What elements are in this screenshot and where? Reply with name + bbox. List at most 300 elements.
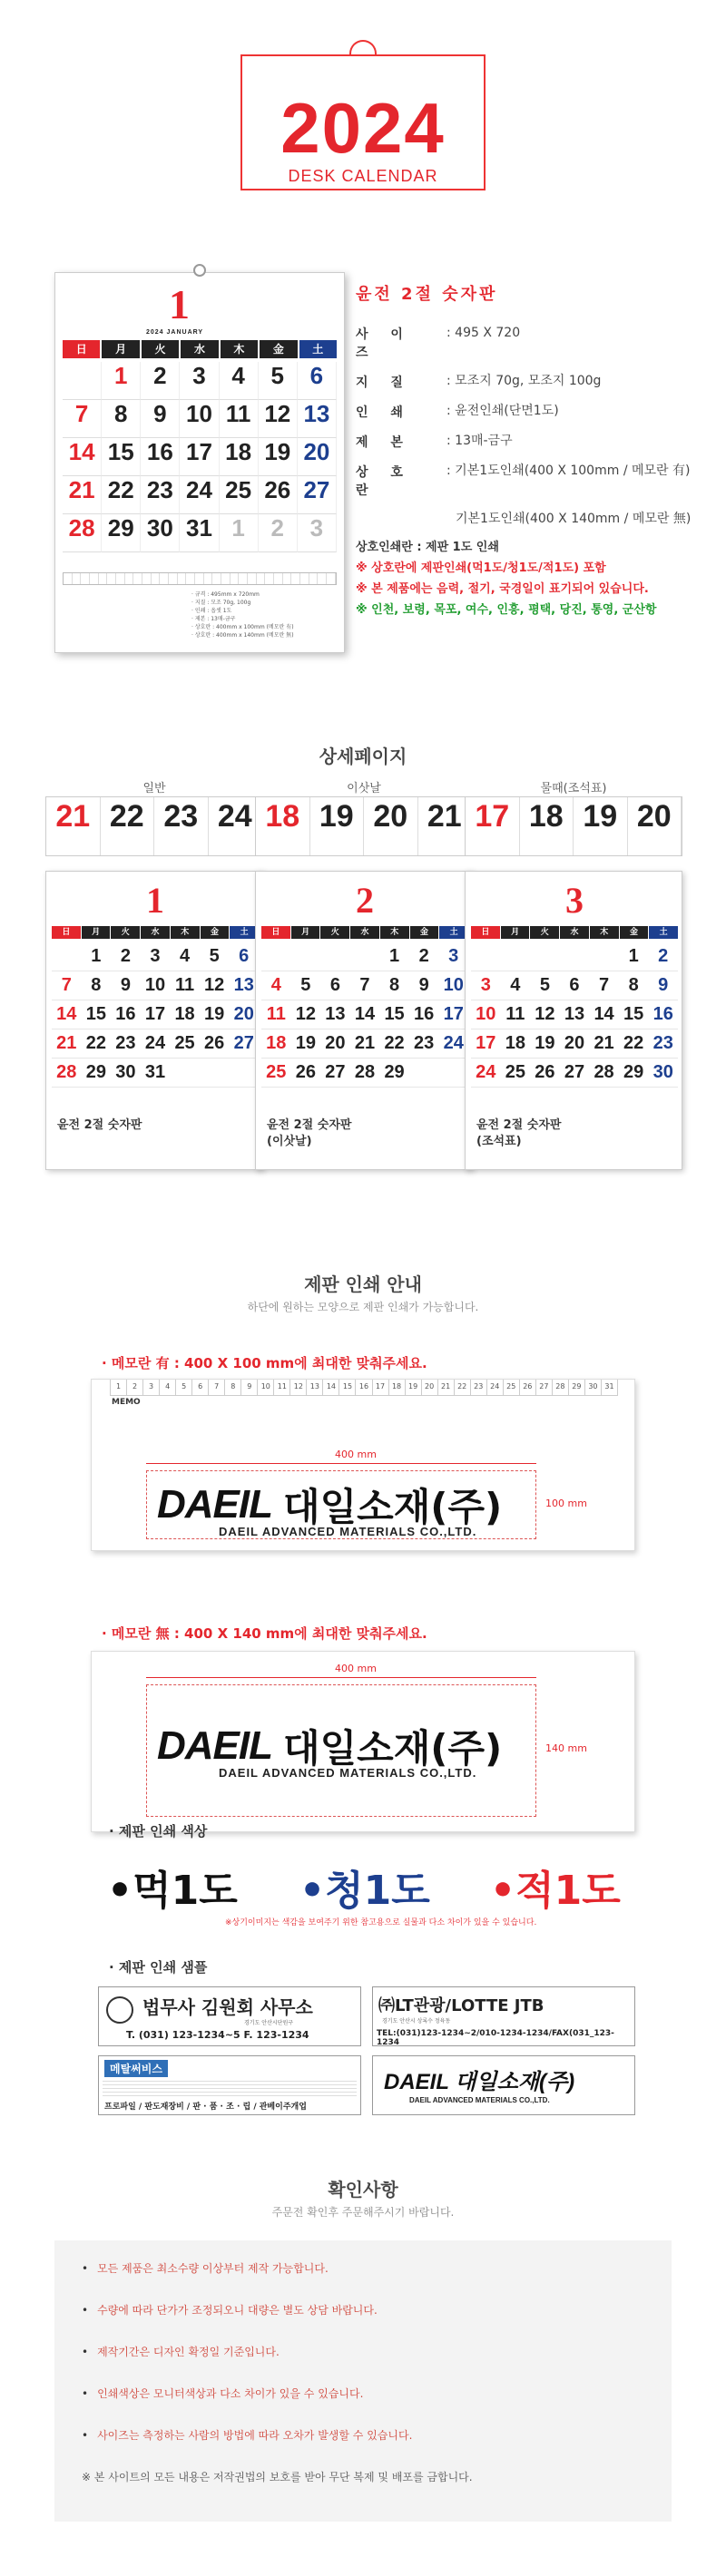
variant-day: 19: [291, 1029, 321, 1059]
variant-day: [291, 942, 321, 971]
calendar-info-line: · 인쇄 : 옵셋 1도: [191, 608, 232, 614]
variant-caption: 윤전 2절 숫자판: [57, 1118, 142, 1132]
variant-dow-cell: 月: [291, 926, 320, 939]
variant-dow-cell: 土: [649, 926, 678, 939]
header: [0, 0, 726, 236]
calendar-info-line: · 상호란 : 400mm x 140mm (메모란 無): [191, 632, 294, 639]
memo-yes-box: [91, 1379, 635, 1551]
sample-metal-name: 메탈써비스: [104, 2060, 168, 2077]
sample-daeil-english: DAEIL ADVANCED MATERIALS CO.,LTD.: [409, 2096, 550, 2104]
confirm-text: 사이즈는 측정하는 사람의 방법에 따라 오차가 발생할 수 있습니다.: [97, 2429, 413, 2442]
variant-day: 8: [619, 971, 649, 1000]
day-cell: [102, 438, 141, 476]
logo-english-no-memo: DAEIL ADVANCED MATERIALS CO.,LTD.: [219, 1766, 477, 1780]
day-cell: [180, 362, 219, 400]
day-number: 4: [231, 362, 245, 389]
memo-cell: [221, 573, 231, 584]
width-dimension: 400 mm: [335, 1449, 377, 1460]
confirm-item: [82, 2386, 363, 2401]
sample-daeil-name: DAEIL 대일소재(주): [384, 2070, 575, 2094]
day-cell: [102, 400, 141, 438]
strip-day-number: 17: [475, 799, 510, 834]
variant-calendar: [465, 871, 682, 1170]
variant-day: 27: [320, 1059, 350, 1088]
company-logo: [157, 1478, 502, 1532]
variant-day: 29: [619, 1059, 649, 1088]
day-cell: [298, 362, 337, 400]
strip-day-number: 22: [109, 799, 144, 834]
spec-row-extra: 기본1도인쇄(400 X 140mm / 메모란 無): [456, 512, 692, 526]
spec-value: : 윤전인쇄(단면1도): [446, 404, 559, 418]
dow-cell: 月: [102, 340, 139, 358]
ink-note: ※상기이미지는 색감을 보여주기 위한 참고용으로 실물과 다소 차이가 있을 수 있습니다.: [225, 1918, 537, 1927]
variant-dow-cell: 木: [171, 926, 200, 939]
day-number: 11: [225, 400, 251, 427]
variant-dow-cell: 土: [439, 926, 468, 939]
dow-cell: 金: [260, 340, 297, 358]
variant-dow-row: [52, 926, 259, 939]
confirm-title: 확인사항: [328, 2179, 398, 2200]
variant-day: 21: [589, 1029, 619, 1059]
memo-cell: [99, 573, 108, 584]
variant-day: 16: [648, 1000, 678, 1029]
spec-key: 제 본: [356, 435, 412, 450]
variant-day: 5: [200, 942, 230, 971]
memo-cell: [107, 573, 116, 584]
spec-row: [356, 403, 719, 421]
calendar-month-number: 1: [169, 281, 190, 327]
day-of-week-row: [63, 340, 337, 358]
variant-dow-cell: 月: [82, 926, 111, 939]
ruler-cell: 19: [406, 1380, 422, 1395]
memo-cell: [257, 573, 266, 584]
variant-day: 29: [379, 1059, 409, 1088]
day-number: 23: [146, 476, 173, 503]
memo-cell: [73, 573, 82, 584]
day-cell: [259, 400, 298, 438]
variant-day: 12: [200, 971, 230, 1000]
memo-cell: [90, 573, 99, 584]
variant-day: 6: [560, 971, 590, 1000]
variant-day: 10: [471, 1000, 501, 1029]
dow-cell: 水: [181, 340, 218, 358]
sample-travel-tel: TEL:(031)123-1234~2/010-1234-1234/FAX(031_123-1234: [377, 2029, 614, 2047]
width-dimension-line: [146, 1463, 536, 1464]
strip-day: [520, 797, 574, 855]
variant-day: 1: [619, 942, 649, 971]
day-cell: [102, 514, 141, 552]
variant-grid: [261, 942, 468, 1088]
variant-day: [471, 942, 501, 971]
variant-label: 일반: [142, 782, 166, 795]
variant-day: 14: [52, 1000, 82, 1029]
variant-day: [409, 1059, 439, 1088]
variant-label: 이삿날: [347, 782, 381, 795]
day-cell: [102, 362, 141, 400]
variant-day: 4: [501, 971, 531, 1000]
height-dimension-100: 100 mm: [545, 1498, 587, 1509]
variant-day: 8: [82, 971, 112, 1000]
spec-row: [356, 373, 719, 391]
day-number: 17: [186, 438, 212, 465]
variant-day: 16: [409, 1000, 439, 1029]
spec-note-lunar: ※ 본 제품에는 음력, 절기, 국경일이 표기되어 있습니다.: [356, 582, 649, 596]
spec-key: 지 질: [356, 376, 412, 390]
variant-day: 2: [409, 942, 439, 971]
dow-cell: 火: [142, 340, 179, 358]
ruler-cell: 15: [339, 1380, 356, 1395]
ruler-cell: 27: [536, 1380, 553, 1395]
spec-value: : 모조지 70g, 모조지 100g: [446, 374, 602, 388]
spec-value: : 13매-금구: [446, 434, 513, 448]
memo-cell: [300, 573, 309, 584]
variant-day: 26: [291, 1059, 321, 1088]
day-number: 14: [68, 438, 95, 465]
memo-cell: [248, 573, 257, 584]
variant-day: 9: [409, 971, 439, 1000]
variant-day: 3: [438, 942, 468, 971]
spec-key: 인 쇄: [356, 405, 412, 420]
sample-metal: [98, 2055, 361, 2115]
day-cell: [298, 476, 337, 514]
strip-day: [574, 797, 628, 855]
ruler-cell: 30: [585, 1380, 602, 1395]
variant-day: 15: [379, 1000, 409, 1029]
confirm-text: 모든 제품은 최소수량 이상부터 제작 가능합니다.: [97, 2262, 329, 2275]
memo-ruler: [110, 1380, 618, 1396]
memo-cell: [133, 573, 142, 584]
variant-day: 21: [350, 1029, 380, 1059]
variant-day: [52, 942, 82, 971]
variant-dow-cell: 土: [230, 926, 259, 939]
strip-day: [46, 797, 101, 855]
day-cell: [298, 514, 337, 552]
ruler-cell: 3: [143, 1380, 160, 1395]
spec-note-ports: ※ 인천, 보령, 목포, 여수, 인흥, 평택, 당진, 통영, 군산항: [356, 603, 657, 617]
memo-cell: [64, 573, 73, 584]
memo-strip: [63, 572, 337, 585]
day-number: 3: [309, 514, 324, 542]
ruler-cell: 31: [602, 1380, 618, 1395]
variant-day: 13: [229, 971, 259, 1000]
ruler-cell: 2: [127, 1380, 143, 1395]
spec-row: [356, 433, 719, 451]
sample-metal-body: [103, 2078, 357, 2098]
day-number: 30: [146, 514, 173, 542]
confirm-subtitle: 주문전 확인후 주문해주시기 바랍니다.: [271, 2206, 455, 2219]
day-number: 5: [270, 362, 284, 389]
spec-key: 상 호 란: [356, 465, 412, 498]
confirm-item: [82, 2302, 378, 2317]
variant-day: 22: [82, 1029, 112, 1059]
strip-day: [364, 797, 418, 855]
strip-day-number: 18: [265, 799, 300, 834]
dow-cell: 木: [221, 340, 258, 358]
ruler-cell: 26: [520, 1380, 536, 1395]
variant-day: [350, 942, 380, 971]
memo-cell: [231, 573, 240, 584]
day-number: 9: [153, 400, 167, 427]
calendar-preview: [54, 272, 345, 653]
ruler-cell: 10: [258, 1380, 274, 1395]
variant-day: 24: [471, 1059, 501, 1088]
variant-day: [200, 1059, 230, 1088]
variant-day: 24: [141, 1029, 171, 1059]
variant-day: 5: [291, 971, 321, 1000]
emblem-icon: [106, 1996, 133, 2024]
variant-day: 25: [501, 1059, 531, 1088]
day-number: 1: [231, 514, 245, 542]
variant-dow-cell: 日: [261, 926, 290, 939]
day-cell: [259, 476, 298, 514]
day-number: 10: [186, 400, 212, 427]
width-dimension-line-no-memo: [146, 1677, 536, 1678]
ink-blue: •청1도: [299, 1868, 430, 1914]
variant-day: [560, 942, 590, 971]
strip-day: [310, 797, 365, 855]
variant-day: 17: [471, 1029, 501, 1059]
strip-day-number: 20: [636, 799, 672, 834]
day-cell: [180, 476, 219, 514]
ruler-cell: 4: [160, 1380, 176, 1395]
variant-day: 28: [589, 1059, 619, 1088]
variant-day: 4: [261, 971, 291, 1000]
variant-dow-cell: 金: [620, 926, 649, 939]
header-subtitle: DESK CALENDAR: [288, 167, 438, 185]
variant-grid: [471, 942, 678, 1088]
variant-day: 10: [141, 971, 171, 1000]
confirm-item: [82, 2469, 473, 2484]
variant-day: 19: [200, 1000, 230, 1029]
variant-day: 4: [170, 942, 200, 971]
day-cell: [63, 438, 102, 476]
calendar-grid: [63, 362, 337, 552]
day-cell: [220, 362, 259, 400]
variant-dow-cell: 木: [590, 926, 619, 939]
sample-travel-name: ㈜LT관광/LOTTE JTB: [378, 1996, 544, 2015]
ink-colors-title: · 제판 인쇄 색상: [109, 1823, 208, 1839]
variant-label: 물때(조석표): [540, 782, 607, 795]
day-number: 24: [186, 476, 212, 503]
memo-cell: [152, 573, 161, 584]
calendar-month-name: 2024 JANUARY: [146, 329, 204, 336]
day-cell: [141, 476, 180, 514]
ruler-cell: 14: [323, 1380, 339, 1395]
variant-dow-cell: 金: [201, 926, 230, 939]
sample-travel: [372, 1986, 635, 2046]
variant-dow-cell: 火: [530, 926, 559, 939]
hanging-ring-icon: [193, 264, 206, 277]
samples-title: · 제판 인쇄 샘플: [109, 1959, 208, 1976]
logo-korean-no-memo: 대일소재(주): [283, 1726, 503, 1771]
variant-day: 13: [320, 1000, 350, 1029]
day-number: 13: [303, 400, 330, 427]
variant-day: 30: [648, 1059, 678, 1088]
variant-day: 9: [648, 971, 678, 1000]
variant-day: 11: [501, 1000, 531, 1029]
variant-day: [261, 942, 291, 971]
spec-panel: [356, 281, 719, 619]
company-logo-no-memo: [157, 1719, 502, 1773]
ruler-cell: 20: [422, 1380, 438, 1395]
variant-day: 7: [52, 971, 82, 1000]
ruler-cell: 5: [176, 1380, 192, 1395]
logo-english: DAEIL ADVANCED MATERIALS CO.,LTD.: [219, 1525, 477, 1538]
variant-day: 27: [560, 1059, 590, 1088]
day-cell: [63, 400, 102, 438]
day-number: 25: [225, 476, 252, 503]
ruler-cell: 21: [438, 1380, 455, 1395]
bullet-icon: •: [82, 2429, 89, 2442]
day-cell: [298, 400, 337, 438]
variant-day: 16: [111, 1000, 141, 1029]
strip-day-number: 19: [583, 799, 618, 834]
variant-dow-cell: 金: [410, 926, 439, 939]
logo-mark: DAEIL: [157, 1482, 272, 1527]
sample-law-address: 경기도 안산시단원구: [244, 2020, 294, 2026]
variant-dow-cell: 木: [380, 926, 409, 939]
memo-cell: [160, 573, 169, 584]
ruler-cell: 17: [373, 1380, 389, 1395]
day-number: 21: [68, 476, 95, 503]
day-cell: [259, 362, 298, 400]
strip-day-number: 20: [373, 799, 408, 834]
day-number: 31: [186, 514, 212, 542]
day-number: 27: [303, 476, 330, 503]
strip-day: [628, 797, 682, 855]
variant-day: 24: [438, 1029, 468, 1059]
variant-day: 18: [170, 1000, 200, 1029]
variant-dow-cell: 火: [111, 926, 140, 939]
ink-black: •먹1도: [107, 1868, 238, 1914]
variant-day: 30: [111, 1059, 141, 1088]
variant-calendar: [45, 871, 263, 1170]
day-cell: [141, 400, 180, 438]
variant-day: 12: [291, 1000, 321, 1029]
memo-cell: [283, 573, 292, 584]
memo-cell: [81, 573, 90, 584]
variant-day: 3: [141, 942, 171, 971]
calendar-info: [191, 590, 337, 639]
variant-day: [170, 1059, 200, 1088]
width-dimension-no-memo: 400 mm: [335, 1663, 377, 1674]
ruler-cell: 8: [225, 1380, 241, 1395]
day-number: 15: [107, 438, 134, 465]
variant-day: 3: [471, 971, 501, 1000]
day-number: 2: [153, 362, 167, 389]
memo-label: MEMO: [112, 1398, 141, 1407]
dow-cell: 土: [299, 340, 337, 358]
variant-grid: [52, 942, 259, 1088]
variant-day: 1: [82, 942, 112, 971]
day-cell: [141, 438, 180, 476]
strip-day-number: 23: [163, 799, 199, 834]
variant-day: [530, 942, 560, 971]
variant-day: 11: [170, 971, 200, 1000]
logo-korean: 대일소재(주): [283, 1485, 503, 1529]
dow-cell: 日: [63, 340, 100, 358]
variant-day: 20: [320, 1029, 350, 1059]
day-number: 22: [107, 476, 134, 503]
variant-day: 9: [111, 971, 141, 1000]
memo-cell: [178, 573, 187, 584]
variant-day: 28: [350, 1059, 380, 1088]
calendar-info-line: · 제본 : 13매-금구: [191, 616, 236, 622]
variant-dow-cell: 水: [560, 926, 589, 939]
variant-month-number: 2: [356, 880, 374, 921]
confirm-text: 수량에 따라 단가가 조정되오니 대량은 별도 상담 바랍니다.: [97, 2304, 378, 2317]
ruler-cell: 7: [209, 1380, 225, 1395]
variant-day: 18: [501, 1029, 531, 1059]
spec-value: : 495 X 720: [446, 326, 521, 340]
variant-day: 2: [111, 942, 141, 971]
day-number: 26: [264, 476, 291, 503]
memo-cell: [116, 573, 125, 584]
variant-day: 26: [200, 1029, 230, 1059]
strip-day-number: 21: [427, 799, 462, 834]
strip-day: [101, 797, 155, 855]
memo-cell: [142, 573, 152, 584]
sample-law-office: [98, 1986, 361, 2046]
calendar-info-line: · 지질 : 모조 70g, 100g: [191, 600, 251, 606]
bullet-icon: •: [82, 2387, 89, 2400]
memo-cell: [239, 573, 248, 584]
variant-day: [589, 942, 619, 971]
day-number: 7: [74, 400, 89, 427]
header-hanger: [349, 40, 377, 54]
day-cell: [259, 514, 298, 552]
print-guide-subtitle: 하단에 원하는 모양으로 제판 인쇄가 가능합니다.: [247, 1301, 479, 1313]
calendar-info-line: · 상호란 : 400mm x 100mm (메모란 有): [191, 624, 294, 630]
bullet-icon: •: [82, 2304, 89, 2317]
day-cell: [63, 514, 102, 552]
variant-day: 29: [82, 1059, 112, 1088]
memo-no-label: · 메모란 無 : 400 X 140 mm에 최대한 맞춰주세요.: [102, 1625, 427, 1642]
variant-day: 2: [648, 942, 678, 971]
variant-dow-row: [261, 926, 468, 939]
variant-day: 23: [409, 1029, 439, 1059]
bullet-icon: •: [82, 2262, 89, 2275]
day-cell: [220, 438, 259, 476]
sample-travel-address: 경기도 안산시 상록수 정육동: [382, 2018, 451, 2025]
memo-cell: [309, 573, 319, 584]
variant-month-number: 1: [146, 880, 164, 921]
detail-title: 상세페이지: [319, 746, 407, 767]
day-cell: [63, 362, 102, 400]
day-cell: [298, 438, 337, 476]
variant-dow-cell: 水: [141, 926, 170, 939]
variant-dow-cell: 火: [320, 926, 349, 939]
variant-day: 21: [52, 1029, 82, 1059]
variant-day: 25: [261, 1059, 291, 1088]
strip-day: [154, 797, 209, 855]
print-guide-title: 제판 인쇄 안내: [304, 1273, 422, 1295]
variant-day: [320, 942, 350, 971]
confirm-item: [82, 2427, 412, 2443]
spec-row: [356, 463, 719, 499]
variant-strip: [255, 796, 473, 856]
day-number: 8: [113, 400, 128, 427]
spec-note-print: 상호인쇄란 : 제판 1도 인쇄: [356, 541, 499, 554]
variant-caption-sub: (조석표): [476, 1135, 522, 1148]
strip-day-number: 21: [55, 799, 91, 834]
strip-day-number: 24: [217, 799, 252, 834]
day-cell: [141, 362, 180, 400]
day-number: 6: [309, 362, 324, 389]
variant-day: 12: [530, 1000, 560, 1029]
confirm-text: ※ 본 사이트의 모든 내용은 저작권법의 보호를 받아 무단 복제 및 배포를 금합니다.: [82, 2471, 473, 2483]
memo-cell: [125, 573, 134, 584]
